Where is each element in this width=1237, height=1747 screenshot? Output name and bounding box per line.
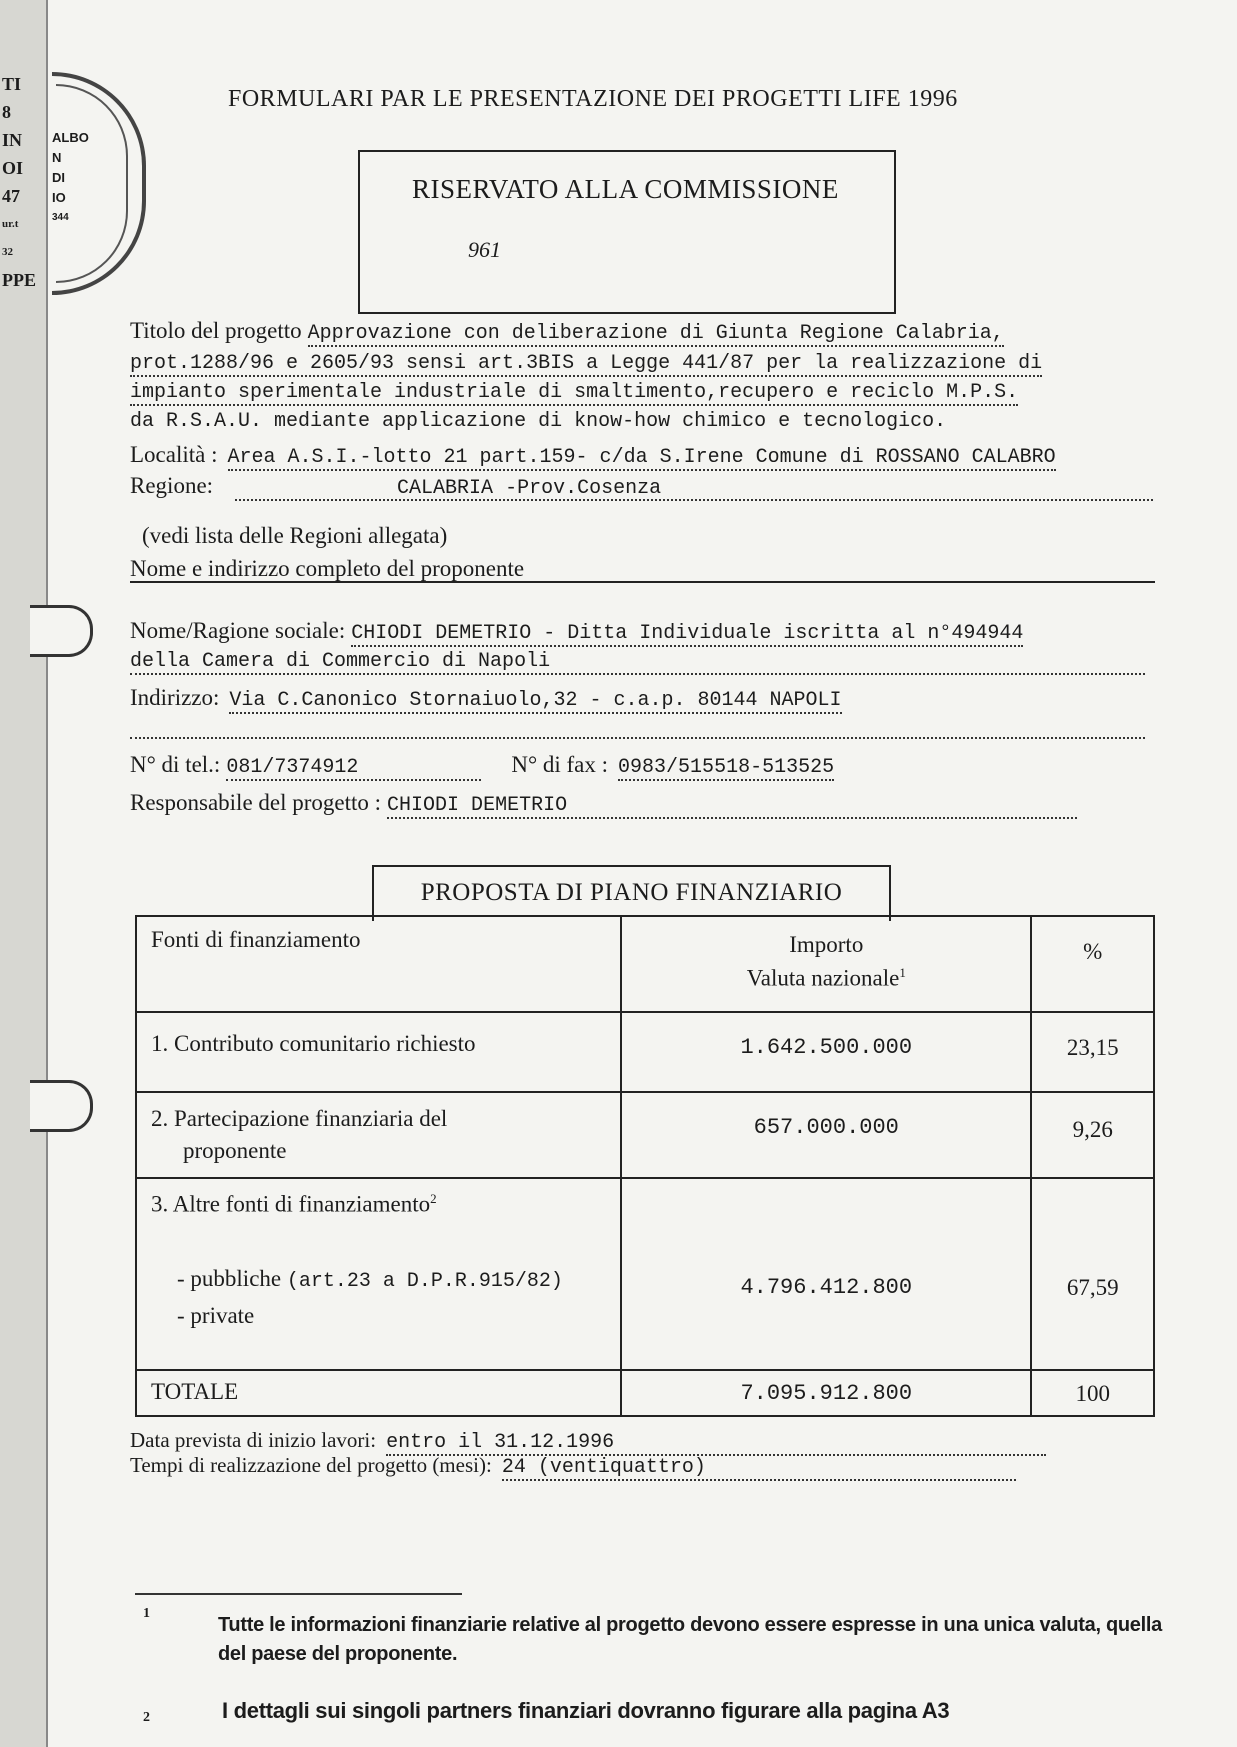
- row2-label: [136, 1092, 621, 1178]
- edge-text-5: ur.t: [2, 218, 19, 230]
- address-row: [130, 685, 842, 712]
- edge-text-0: TI: [2, 74, 22, 94]
- binder-ring-upper: [30, 605, 93, 657]
- region-label: Regione:: [130, 473, 214, 498]
- row3-label: [136, 1178, 621, 1370]
- fax-value: 0983/515518-513525: [618, 756, 835, 779]
- stamp-inner-1: N: [52, 150, 62, 165]
- duration-value: 24 (ventiquattro): [502, 1456, 1016, 1481]
- footnote-2-mark: 2: [143, 1710, 150, 1725]
- header-amount-line-1: Importo: [789, 932, 864, 957]
- footnote-ref-2: 2: [430, 1191, 437, 1206]
- footnote-1-line-2: del paese del proponente.: [218, 1643, 458, 1665]
- locality-value: Area A.S.I.-lotto 21 part.159- c/da S.Irene Comune di ROSSANO CALABRO: [227, 446, 1056, 469]
- footnote-2-text: I dettagli sui singoli partners finanziari dovranno figurare alla pagina A3: [222, 1698, 950, 1723]
- binder-ring-lower: [30, 1080, 93, 1132]
- stamp-seal: [52, 72, 146, 295]
- row3-percent: 67,59: [1031, 1178, 1154, 1370]
- stamp-inner-3: IO: [52, 190, 66, 205]
- table-row: [136, 1092, 1154, 1178]
- project-title-label: Titolo del progetto: [130, 318, 302, 343]
- financial-plan-title: PROPOSTA DI PIANO FINANZIARIO: [420, 879, 843, 906]
- locality-label: Località :: [130, 442, 218, 467]
- table-row: [136, 1012, 1154, 1092]
- address-label: Indirizzo:: [130, 685, 220, 710]
- region-value: CALABRIA -Prov.Cosenza: [397, 477, 662, 500]
- binder-margin: [0, 0, 48, 1747]
- header-amount-line-2: Valuta nazionale: [746, 965, 900, 991]
- project-title-row: [130, 318, 1004, 345]
- financial-plan-table: [135, 915, 1155, 1417]
- stamp-inner-text: [52, 128, 89, 228]
- reserved-box: [358, 150, 896, 314]
- header-sources-label: Fonti di finanziamento: [151, 927, 361, 952]
- proponent-name-row: [130, 618, 1023, 645]
- binder-edge-text: [2, 70, 36, 294]
- edge-text-4: 47: [2, 186, 20, 206]
- start-date-label: Data prevista di inizio lavori:: [130, 1428, 377, 1452]
- footnote-1-line-1: Tutte le informazioni finanziarie relative al progetto devono essere espresse in una unica valuta, quella: [218, 1614, 1162, 1636]
- footnote-1-mark: 1: [143, 1606, 150, 1621]
- edge-text-2: IN: [2, 130, 23, 150]
- region-dotted-line: [235, 499, 1153, 501]
- row2-amount: 657.000.000: [621, 1092, 1031, 1178]
- tel-fax-row: [130, 752, 834, 781]
- proponent-name-value-2: della Camera di Commercio di Napoli: [130, 650, 1145, 675]
- project-title-line-3: impianto sperimentale industriale di smaltimento,recupero e reciclo M.P.S.: [130, 381, 1019, 404]
- duration-label: Tempi di realizzazione del progetto (mesi):: [130, 1453, 492, 1477]
- proponent-name-value: CHIODI DEMETRIO - Ditta Individuale iscritta al n°494944: [351, 622, 1024, 645]
- start-date-value: entro il 31.12.1996: [386, 1431, 1046, 1456]
- form-title: FORMULARI PAR LE PRESENTAZIONE DEI PROGETTI LIFE 1996: [228, 86, 958, 112]
- address-value: Via C.Canonico Stornaiuolo,32 - c.a.p. 80144 NAPOLI: [229, 689, 842, 712]
- footnote-ref-1: 1: [899, 965, 906, 980]
- row2-label-line-1: 2. Partecipazione finanziaria del: [151, 1106, 448, 1131]
- footnote-divider: [135, 1593, 462, 1595]
- table-row: [136, 1178, 1154, 1370]
- tel-label: N° di tel.:: [130, 752, 221, 777]
- proponent-name-label: Nome/Ragione sociale:: [130, 618, 346, 643]
- table-header-row: [136, 916, 1154, 1012]
- total-label: TOTALE: [136, 1370, 621, 1416]
- total-percent: 100: [1031, 1370, 1154, 1416]
- row3-public-label: - pubbliche: [177, 1265, 282, 1291]
- edge-text-3: OI: [2, 158, 24, 178]
- row3-amount: 4.796.412.800: [621, 1178, 1031, 1370]
- row3-private-label: - private: [177, 1302, 255, 1328]
- proponent-divider: [130, 581, 1155, 583]
- stamp-inner-4: 344: [52, 212, 69, 223]
- project-title-line-1: Approvazione con deliberazione di Giunta Regione Calabria,: [307, 322, 1004, 345]
- table-total-row: [136, 1370, 1154, 1416]
- manager-row: [130, 790, 1077, 819]
- header-percent: [1031, 916, 1154, 1012]
- proponent-section-title: Nome e indirizzo completo del proponente: [130, 556, 525, 581]
- reserved-number: 961: [468, 237, 501, 262]
- locality-row: [130, 442, 1056, 469]
- edge-text-6: 32: [2, 246, 13, 258]
- edge-text-1: 8: [2, 102, 11, 122]
- row1-amount: 1.642.500.000: [621, 1012, 1031, 1092]
- header-sources: [136, 916, 621, 1012]
- project-title-line-4: da R.S.A.U. mediante applicazione di know-how chimico e tecnologico.: [130, 410, 947, 433]
- reserved-label: RISERVATO ALLA COMMISSIONE: [412, 174, 839, 204]
- row3-public-detail: (art.23 a D.P.R.915/82): [286, 1269, 563, 1293]
- header-percent-label: %: [1083, 939, 1103, 964]
- project-title-line-2: prot.1288/96 e 2605/93 sensi art.3BIS a Legge 441/87 per la realizzazione di: [130, 352, 1043, 375]
- total-amount: 7.095.912.800: [621, 1370, 1031, 1416]
- row1-percent: 23,15: [1031, 1012, 1154, 1092]
- stamp-inner-2: DI: [52, 170, 65, 185]
- row2-percent: 9,26: [1031, 1092, 1154, 1178]
- row3-label-text: 3. Altre fonti di finanziamento: [151, 1191, 431, 1217]
- manager-value: CHIODI DEMETRIO: [387, 794, 1077, 819]
- region-row: [130, 473, 661, 500]
- row1-label: 1. Contributo comunitario richiesto: [136, 1012, 621, 1092]
- header-amount: [621, 916, 1031, 1012]
- edge-text-7: PPE: [2, 270, 36, 290]
- fax-label: N° di fax :: [511, 752, 609, 777]
- region-note: (vedi lista delle Regioni allegata): [142, 523, 448, 548]
- financial-plan-tab: [372, 865, 891, 921]
- manager-label: Responsabile del progetto :: [130, 790, 382, 815]
- row2-label-line-2: proponente: [183, 1138, 287, 1163]
- duration-row: [130, 1453, 1016, 1481]
- start-date-row: [130, 1428, 1046, 1456]
- address-dotted-line: [130, 737, 1145, 739]
- tel-value: 081/7374912: [226, 756, 481, 781]
- stamp-inner-0: ALBO: [52, 130, 89, 145]
